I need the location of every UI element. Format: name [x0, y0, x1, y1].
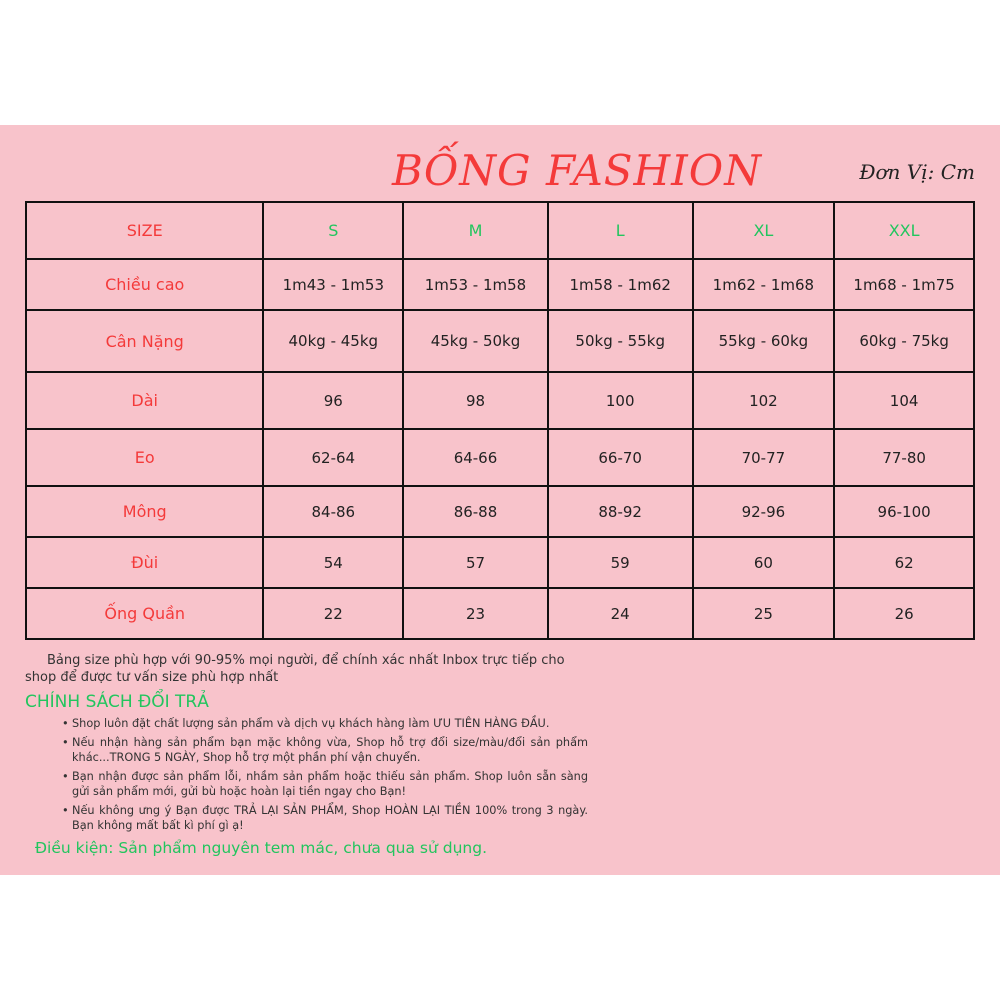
table-cell: 102	[693, 372, 835, 429]
condition-text: Điều kiện: Sản phẩm nguyên tem mác, chưa qua sử dụng.	[35, 839, 487, 857]
table-cell: 1m43 - 1m53	[263, 259, 403, 310]
header-cell: S	[263, 202, 403, 259]
row-label: Mông	[26, 486, 263, 537]
table-cell: 100	[548, 372, 693, 429]
table-cell: 62	[834, 537, 974, 588]
table-cell: 54	[263, 537, 403, 588]
table-cell: 92-96	[693, 486, 835, 537]
table-cell: 66-70	[548, 429, 693, 486]
row-label: Ống Quần	[26, 588, 263, 639]
table-cell: 1m68 - 1m75	[834, 259, 974, 310]
row-label: Dài	[26, 372, 263, 429]
table-cell: 22	[263, 588, 403, 639]
table-cell: 84-86	[263, 486, 403, 537]
policy-list	[72, 716, 588, 837]
table-row	[26, 310, 974, 372]
table-cell: 24	[548, 588, 693, 639]
table-cell: 86-88	[403, 486, 548, 537]
table-header-row	[26, 202, 974, 259]
header-cell: L	[548, 202, 693, 259]
table-row	[26, 486, 974, 537]
table-cell: 50kg - 55kg	[548, 310, 693, 372]
policy-title: CHÍNH SÁCH ĐỔI TRẢ	[25, 692, 209, 712]
table-cell: 25	[693, 588, 835, 639]
table-cell: 104	[834, 372, 974, 429]
table-cell: 45kg - 50kg	[403, 310, 548, 372]
policy-item: • Nếu không ưng ý Bạn được TRẢ LẠI SẢN PHẨM, Shop HOÀN LẠI TIỀN 100% trong 3 ngày. Bạn không mất bất kì phí gì ạ!	[72, 803, 588, 833]
table-cell: 55kg - 60kg	[693, 310, 835, 372]
table-cell: 64-66	[403, 429, 548, 486]
header-cell: XL	[693, 202, 835, 259]
size-table	[25, 201, 975, 640]
policy-item: • Nếu nhận hàng sản phẩm bạn mặc không vừa, Shop hỗ trợ đổi size/màu/đổi sản phẩm khác...TRONG 5 NGÀY, Shop hỗ trợ một phần phí vận chuyển.	[72, 735, 588, 765]
table-cell: 1m58 - 1m62	[548, 259, 693, 310]
table-cell: 88-92	[548, 486, 693, 537]
row-label: Đùi	[26, 537, 263, 588]
table-row	[26, 259, 974, 310]
row-label: Chiều cao	[26, 259, 263, 310]
unit-label: Đơn Vị: Cm	[859, 160, 975, 184]
table-cell: 96-100	[834, 486, 974, 537]
table-cell: 98	[403, 372, 548, 429]
table-row	[26, 372, 974, 429]
table-cell: 60	[693, 537, 835, 588]
row-label: Cân Nặng	[26, 310, 263, 372]
policy-item: • Shop luôn đặt chất lượng sản phẩm và dịch vụ khách hàng làm ƯU TIÊN HÀNG ĐẦU.	[72, 716, 588, 731]
table-row	[26, 537, 974, 588]
table-cell: 26	[834, 588, 974, 639]
row-label: Eo	[26, 429, 263, 486]
header-cell: M	[403, 202, 548, 259]
table-cell: 96	[263, 372, 403, 429]
table-cell: 59	[548, 537, 693, 588]
table-cell: 1m53 - 1m58	[403, 259, 548, 310]
policy-item: • Bạn nhận được sản phẩm lỗi, nhầm sản phẩm hoặc thiếu sản phẩm. Shop luôn sẵn sàng gửi sản phẩm mới, gửi bù hoặc hoàn lại tiền ngay cho Bạn!	[72, 769, 588, 799]
table-cell: 60kg - 75kg	[834, 310, 974, 372]
table-cell: 77-80	[834, 429, 974, 486]
size-note: Bảng size phù hợp với 90-95% mọi người, để chính xác nhất Inbox trực tiếp cho shop để được tư vấn size phù hợp nhất	[25, 653, 565, 685]
table-cell: 40kg - 45kg	[263, 310, 403, 372]
header-cell: SIZE	[26, 202, 263, 259]
table-row	[26, 429, 974, 486]
table-cell: 1m62 - 1m68	[693, 259, 835, 310]
table-cell: 23	[403, 588, 548, 639]
table-row	[26, 588, 974, 639]
brand-title: BỐNG FASHION	[392, 146, 762, 195]
header-cell: XXL	[834, 202, 974, 259]
table-cell: 70-77	[693, 429, 835, 486]
table-cell: 57	[403, 537, 548, 588]
table-cell: 62-64	[263, 429, 403, 486]
